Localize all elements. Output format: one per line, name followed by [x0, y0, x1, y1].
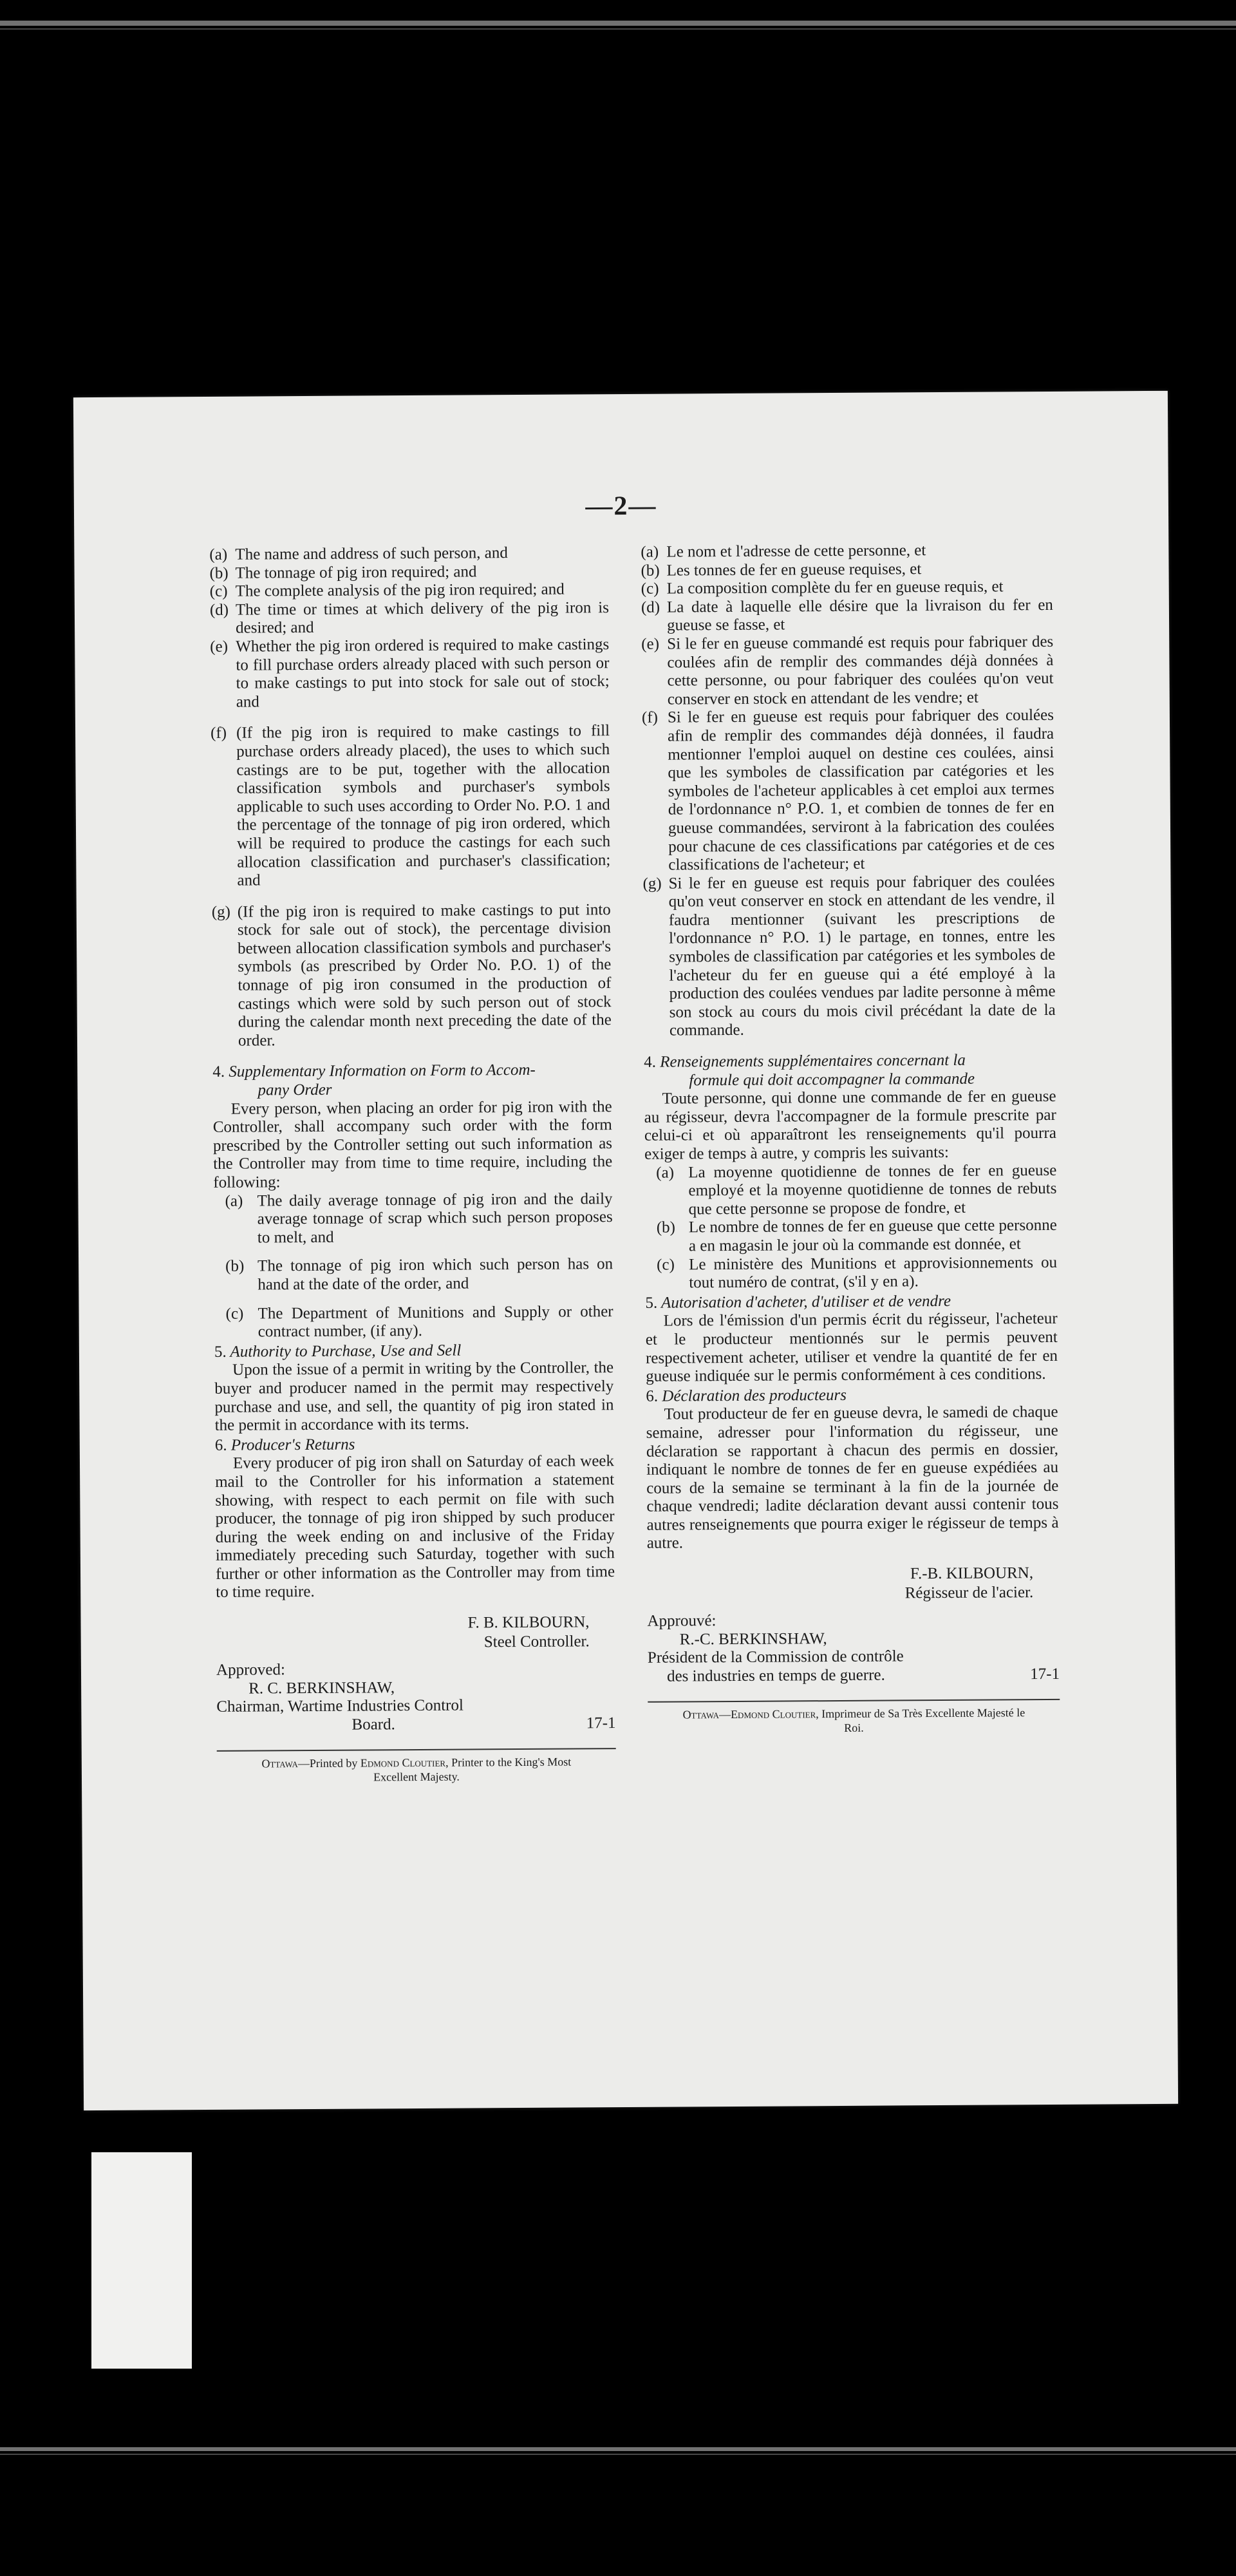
- section-5-heading: [645, 1292, 1057, 1313]
- approved-label: Approuvé:: [647, 1612, 716, 1630]
- divider: [648, 1699, 1060, 1703]
- approver-role-cont: des industries en temps de guerre.: [666, 1666, 885, 1685]
- approval-block: [216, 1659, 616, 1735]
- list-item: [641, 596, 1053, 636]
- signatory-name: F.-B. KILBOURN,: [910, 1564, 1034, 1583]
- item-text: La composition complète du fer en gueuse requis, et: [666, 578, 1004, 598]
- item-text: Si le fer en gueuse commandé est requis pour fabriquer des coulées afin de remplir des commandes déjà données à cette personne, ou pour fabriquer des coulées qu'on veut conserver en stock en attendant de les vendre; et: [667, 632, 1054, 708]
- sub-item: [657, 1217, 1057, 1256]
- sub-item: [656, 1162, 1057, 1220]
- section-title: Autorisation d'acheter, d'utiliser et de vendre: [660, 1292, 951, 1312]
- item-text: Whether the pig iron ordered is required to make castings to fill purchase orders already placed with such person or to make castings to put into stock for sale out of stock; and: [236, 636, 610, 711]
- printer-city: Ottawa: [261, 1757, 298, 1770]
- section-4-intro: Toute personne, qui donne une commande de fer en gueuse au régisseur, devra l'accompagner de la formule prescrite par celui-ci et où apparaîtront les renseignements qu'il pourra exiger de temps à autre, y compris les suivants:: [644, 1088, 1056, 1163]
- item-text: Les tonnes de fer en gueuse requises, et: [666, 560, 922, 580]
- list-item: [210, 580, 609, 601]
- item-text: Le nombre de tonnes de fer en gueuse que cette personne a en magasin le jour où la commande est donnée, et: [688, 1217, 1057, 1255]
- film-edge-bottom: [0, 2447, 1236, 2451]
- signature-block: [216, 1613, 615, 1654]
- item-label: (c): [209, 582, 228, 601]
- section-6-heading: [646, 1385, 1058, 1406]
- list-item: [210, 636, 610, 712]
- item-label: (b): [641, 562, 660, 580]
- item-label: (g): [211, 903, 231, 921]
- item-label: (a): [225, 1192, 243, 1210]
- item-label: (a): [641, 543, 659, 561]
- section-title: Renseignements supplémentaires concernant la: [660, 1051, 966, 1071]
- page-number: —2—: [585, 491, 657, 522]
- item-label: (f): [641, 709, 659, 727]
- item-text: The name and address of such person, and: [235, 544, 508, 564]
- item-label: (d): [641, 598, 660, 616]
- item-text: La date à laquelle elle désire que la livraison du fer en gueuse se fasse, et: [666, 596, 1053, 634]
- section-number: 5.: [214, 1343, 227, 1361]
- item-text: The Department of Munitions and Supply or other contract number, (if any).: [258, 1302, 613, 1341]
- section-number: 5.: [645, 1294, 658, 1312]
- item-label: (c): [641, 580, 659, 598]
- printer-imprint: [217, 1755, 616, 1786]
- sub-item: [225, 1190, 613, 1247]
- section-6-text: Tout producteur de fer en gueuse devra, le samedi de chaque semaine, adresser pour l'information du régisseur, une déclaration se rapportant à chacun des permis en dossier, indiquant le nombre de tonnes de fer en gueuse expédiées au cours de la semaine se terminant à la fin de la journée de chaque vendredi; ladite déclaration devant aussi contenir tous autres renseignements que pourra exiger le régisseur de temps à autre.: [646, 1403, 1059, 1553]
- list-item: [210, 599, 609, 638]
- item-text: The time or times at which delivery of the pig iron is desired; and: [235, 598, 609, 638]
- item-label: (f): [210, 724, 227, 743]
- item-label: (e): [210, 638, 229, 656]
- section-number: 4.: [212, 1063, 225, 1081]
- item-label: (b): [209, 564, 229, 582]
- item-text: Le nom et l'adresse de cette personne, et: [666, 542, 926, 561]
- paper-slip: [91, 2152, 192, 2369]
- section-4-intro: Every person, when placing an order for pig iron with the Controller, shall accompany such order with the form prescribed by the Controller setting out such information as the Controller may from time to time require, including the following:: [212, 1097, 613, 1191]
- section-6-heading: [215, 1434, 614, 1455]
- printer-imprint: [648, 1705, 1060, 1736]
- item-text: The daily average tonnage of pig iron and the daily average tonnage of scrap which such person proposes to melt, and: [257, 1189, 613, 1247]
- item-label: (e): [641, 635, 660, 653]
- list-item: [641, 633, 1054, 709]
- approval-block: [647, 1610, 1060, 1686]
- sub-item: [225, 1255, 613, 1294]
- form-code: 17-1: [586, 1714, 616, 1732]
- section-title: Supplementary Information on Form to Accom-: [229, 1061, 536, 1081]
- section-title: Déclaration des producteurs: [662, 1386, 847, 1405]
- divider: [217, 1748, 616, 1752]
- section-title: Producer's Returns: [230, 1435, 355, 1454]
- section-title: Authority to Purchase, Use and Sell: [230, 1341, 462, 1361]
- item-text: Si le fer en gueuse est requis pour fabriquer des coulées qu'on veut conserver en stock en attendant de les vendre, il faudra mentionner (suivant les prescriptions de l'ordonnance n° P.O. 1) le partage, en tonnes, entre les symboles de classification par catégories et les symboles de l'acheteur du fer en gueuse qui a été employé à la production des coulées vendues par ladite personne à même son stock au cours du mois civil précédant la date de la commande.: [668, 872, 1056, 1040]
- film-edge-top: [0, 21, 1236, 26]
- item-label: (b): [656, 1218, 676, 1237]
- signatory-name: F. B. KILBOURN,: [467, 1613, 590, 1632]
- item-label: (d): [209, 601, 229, 619]
- printer-dash: —: [718, 1708, 731, 1721]
- film-edge-top-line: [0, 28, 1236, 30]
- approver-role-cont: Board.: [351, 1716, 395, 1734]
- section-number: 6.: [646, 1387, 659, 1405]
- section-number: 6.: [214, 1436, 227, 1454]
- signature-block: [647, 1564, 1059, 1605]
- printer-rest: , Printer to the King's Most Excellent Majesty.: [373, 1755, 572, 1784]
- section-6-text: Every producer of pig iron shall on Saturday of each week mail to the Controller for his information a statement showing, with respect to each permit on file with such producer, the tonnage of pig iron shipped by such producer during the week ending on and inclusive of the Friday immediately preceding such Saturday, together with such further or other information as the Controller may from time to time require.: [215, 1452, 615, 1602]
- approved-label: Approved:: [216, 1661, 285, 1679]
- printer-city: Ottawa: [682, 1708, 720, 1721]
- section-5-text: Upon the issue of a permit in writing by the Controller, the buyer and producer named in the permit may respectively purchase and use, and sell, the quantity of pig iron stated in the permit in accordance with its terms.: [214, 1359, 614, 1435]
- film-edge-bottom-line: [0, 2454, 1236, 2455]
- printer-text: —Printed by: [297, 1756, 360, 1770]
- printer-rest: , Imprimeur de Sa Très Excellente Majesté le Roi.: [816, 1706, 1025, 1735]
- item-label: (a): [656, 1164, 675, 1182]
- item-text: (If the pig iron is required to make castings to put into stock for sale out of stock), the percentage division between allocation classification symbols and purchaser's symbols (as prescribed by Order No. P.O. 1) of the tonnage of pig iron consumed in the production of castings which were sold by such person out of stock during the calendar month next preceding the date of the order.: [237, 900, 612, 1050]
- section-4-heading: [644, 1051, 1056, 1090]
- signatory-title: Régisseur de l'acier.: [904, 1584, 1034, 1602]
- signatory-title: Steel Controller.: [483, 1633, 590, 1651]
- item-text: La moyenne quotidienne de tonnes de fer en gueuse employé et la moyenne quotidienne de tonnes de rebuts que cette personne se propose de fondre, et: [688, 1161, 1057, 1218]
- item-label: (b): [225, 1257, 245, 1276]
- list-item: [642, 706, 1055, 875]
- approver-name: R.-C. BERKINSHAW,: [679, 1629, 827, 1649]
- item-label: (c): [225, 1305, 244, 1323]
- list-item: [209, 544, 608, 564]
- section-title-cont: formule qui doit accompagner la commande: [689, 1070, 975, 1090]
- section-4-heading: [212, 1061, 612, 1101]
- list-item: [212, 901, 612, 1051]
- printer-name: Edmond Cloutier: [360, 1756, 446, 1770]
- item-text: Si le fer en gueuse est requis pour fabriquer des coulées afin de remplir des commandes déjà données, il faudra mentionner l'emploi auquel on destine ces coulées, ainsi que les symboles de classification par catégories et les symboles de l'acheteur applicables à cet emploi aux termes de l'ordonnance n° P.O. 1, et combien de tonnes de fer en gueuse commandées, serviront à la fabrication des coulées pour chacune de ces classifications par catégories et de ces classifications de l'acheteur; et: [667, 706, 1055, 874]
- section-5-heading: [214, 1341, 613, 1361]
- list-item: [211, 722, 611, 890]
- section-number: 4.: [644, 1053, 657, 1071]
- french-column: [641, 541, 1060, 1736]
- sub-item: [657, 1253, 1057, 1293]
- list-item: [641, 578, 1053, 599]
- approver-role: Président de la Commission de contrôle: [647, 1647, 904, 1667]
- form-code: 17-1: [1030, 1665, 1060, 1683]
- sub-item: [226, 1303, 613, 1342]
- approver-role: Chairman, Wartime Industries Control: [216, 1696, 464, 1716]
- list-item: [642, 873, 1056, 1041]
- item-label: (a): [209, 545, 228, 564]
- section-title-cont: pany Order: [258, 1081, 332, 1099]
- item-text: The tonnage of pig iron required; and: [235, 562, 477, 582]
- document-page: [73, 391, 1178, 2110]
- item-text: (If the pig iron is required to make castings to fill purchase orders already placed), the uses to which such castings are to be put, together with the allocation classification symbols and purchaser's symbols applicable to such uses according to Order No. P.O. 1 and the percentage of the tonnage of pig iron ordered, which will be required to produce the castings for each such allocation classification and purchaser's classification; and: [236, 722, 611, 889]
- item-text: The tonnage of pig iron which such person has on hand at the date of the order, and: [258, 1255, 613, 1294]
- item-label: (g): [642, 875, 662, 893]
- list-item: [209, 562, 608, 583]
- section-5-text: Lors de l'émission d'un permis écrit du régisseur, l'acheteur et le producteur mentionnés sur le permis peuvent respectivement acheter, utiliser et vendre la quantité de fer en gueuse indiquée sur le permis conformément à ces conditions.: [645, 1310, 1058, 1385]
- approver-name: R. C. BERKINSHAW,: [248, 1678, 395, 1698]
- item-label: (c): [657, 1256, 675, 1274]
- item-text: The complete analysis of the pig iron required; and: [235, 580, 565, 600]
- printer-name: Edmond Cloutier: [730, 1707, 816, 1721]
- list-item: [641, 560, 1053, 581]
- list-item: [641, 541, 1053, 562]
- english-column: [209, 544, 616, 1785]
- item-text: Le ministère des Munitions et approvisionnements ou tout numéro de contrat, (s'il y en a).: [689, 1253, 1058, 1292]
